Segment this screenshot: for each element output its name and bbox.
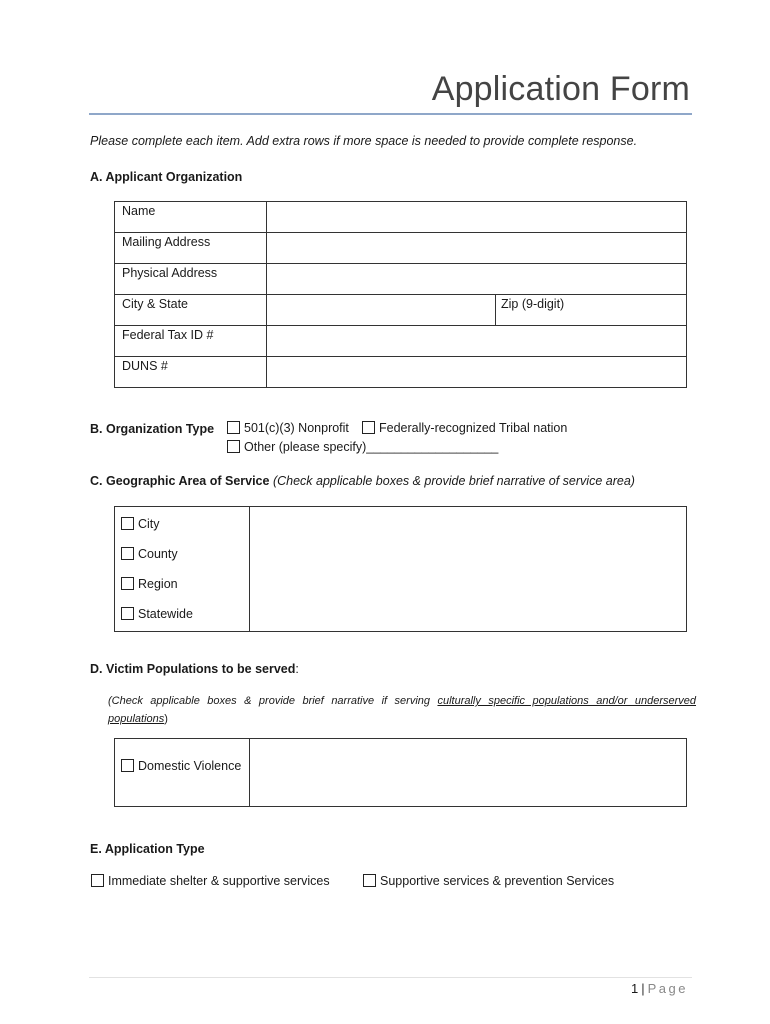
populations-narrative-field[interactable] xyxy=(250,739,687,807)
checkbox-tribal-nation[interactable] xyxy=(362,421,375,434)
checkbox-county[interactable] xyxy=(121,547,134,560)
physical-address-label: Physical Address xyxy=(115,264,267,295)
option-tribal-nation-label: Federally-recognized Tribal nation xyxy=(379,421,568,435)
option-immediate-shelter-label: Immediate shelter & supportive services xyxy=(108,874,330,888)
section-b-heading: B. Organization Type xyxy=(90,422,215,436)
footer-divider xyxy=(89,977,692,978)
option-tribal-nation[interactable] xyxy=(362,421,567,435)
option-domestic-violence[interactable] xyxy=(121,759,243,773)
city-state-label: City & State xyxy=(115,295,267,326)
section-d-title: D. Victim Populations to be served xyxy=(90,662,296,676)
checkbox-supportive-prevention[interactable] xyxy=(363,874,376,887)
checkbox-other[interactable] xyxy=(227,440,240,453)
option-supportive-prevention-label: Supportive services & prevention Services xyxy=(380,874,615,888)
checkbox-domestic-violence[interactable] xyxy=(121,759,134,772)
checkbox-city[interactable] xyxy=(121,517,134,530)
option-statewide[interactable] xyxy=(121,599,243,629)
section-d-note xyxy=(108,692,696,728)
section-c-note: (Check applicable boxes & provide brief narrative of service area) xyxy=(272,474,635,488)
option-domestic-violence-label: Domestic Violence xyxy=(138,759,242,773)
title-divider xyxy=(89,113,692,115)
federal-tax-id-label: Federal Tax ID # xyxy=(115,326,267,357)
section-e-heading: E. Application Type xyxy=(90,842,205,856)
checkbox-immediate-shelter[interactable] xyxy=(91,874,104,887)
geographic-area-table xyxy=(114,506,687,632)
instructions: Please complete each item. Add extra rows if more space is needed to provide complete response. xyxy=(90,134,638,148)
zip-field[interactable] xyxy=(496,295,687,326)
section-d-heading xyxy=(90,662,299,676)
duns-field[interactable] xyxy=(267,357,687,388)
option-other-label: Other (please specify)___________________ xyxy=(244,440,499,454)
populations-options-cell xyxy=(115,739,250,807)
mailing-address-label: Mailing Address xyxy=(115,233,267,264)
option-city-label: City xyxy=(138,517,160,531)
option-city[interactable] xyxy=(121,509,243,539)
geographic-options-cell xyxy=(115,507,250,632)
checkbox-501c3[interactable] xyxy=(227,421,240,434)
section-c-title: C. Geographic Area of Service xyxy=(90,474,270,488)
name-field[interactable] xyxy=(267,202,687,233)
option-statewide-label: Statewide xyxy=(138,607,193,621)
option-other[interactable] xyxy=(227,440,498,454)
physical-address-field[interactable] xyxy=(267,264,687,295)
zip-label: Zip (9-digit) xyxy=(501,297,565,311)
footer-separator: | xyxy=(641,981,645,996)
mailing-address-field[interactable] xyxy=(267,233,687,264)
service-area-narrative-field[interactable] xyxy=(250,507,687,632)
section-d-note-underlined: culturally specific populations and/or underserved populations xyxy=(108,695,697,725)
option-region[interactable] xyxy=(121,569,243,599)
option-county[interactable] xyxy=(121,539,243,569)
option-immediate-shelter[interactable] xyxy=(91,874,330,888)
duns-label: DUNS # xyxy=(115,357,267,388)
section-c-heading xyxy=(90,474,635,488)
section-d-note-suffix: ) xyxy=(164,713,168,725)
section-d-note-prefix: (Check applicable boxes & provide brief narrative if serving xyxy=(108,695,438,707)
victim-populations-table xyxy=(114,738,687,807)
option-501c3-label: 501(c)(3) Nonprofit xyxy=(244,421,349,435)
option-501c3[interactable] xyxy=(227,421,349,435)
page-number: 1 xyxy=(631,981,639,996)
page-title: Application Form xyxy=(431,70,690,108)
checkbox-region[interactable] xyxy=(121,577,134,590)
page-label: Page xyxy=(647,981,688,996)
city-state-field[interactable] xyxy=(267,295,496,326)
section-a-heading: A. Applicant Organization xyxy=(90,170,243,184)
option-supportive-prevention[interactable] xyxy=(363,874,614,888)
page-footer xyxy=(631,981,688,996)
section-d-colon: : xyxy=(295,662,299,676)
name-label: Name xyxy=(115,202,267,233)
checkbox-statewide[interactable] xyxy=(121,607,134,620)
federal-tax-id-field[interactable] xyxy=(267,326,687,357)
option-region-label: Region xyxy=(138,577,178,591)
applicant-organization-table xyxy=(114,201,687,388)
option-county-label: County xyxy=(138,547,178,561)
